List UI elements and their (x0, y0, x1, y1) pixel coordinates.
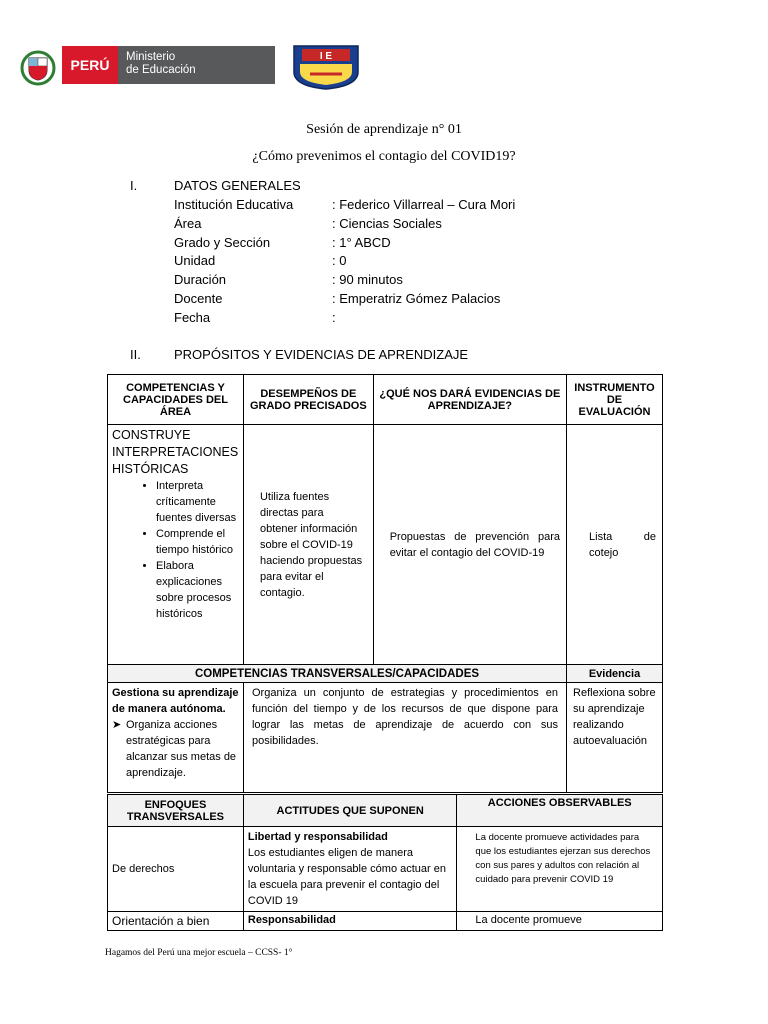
capacity-item: • Elabora explicaciones sobre procesos históricos (156, 558, 239, 622)
capacity-item: • Interpreta críticamente fuentes diversas (156, 478, 239, 526)
enfoque-cell: Orientación a bien (108, 912, 244, 931)
svg-text:I E: I E (319, 51, 333, 62)
instrument-cell: Lista de cotejo (567, 425, 663, 665)
header-competencias: COMPETENCIAS Y CAPACIDADES DEL ÁREA (108, 375, 244, 425)
capacity-item: • Comprende el tiempo histórico (156, 526, 239, 558)
footer-text: Hagamos del Perú una mejor escuela – CCSS- 1° (105, 948, 293, 958)
attitude-title: Libertad y responsabilidad (247, 831, 388, 843)
label-duracion: Duración (174, 272, 227, 287)
transversal-header: COMPETENCIAS TRANSVERSALES/CAPACIDADES (108, 665, 567, 683)
label-institucion: Institución Educativa (174, 197, 294, 212)
header-instrumento: INSTRUMENTO DE EVALUACIÓN (567, 375, 663, 425)
value-area: : Ciencias Sociales (332, 216, 442, 231)
label-area: Área (174, 216, 202, 231)
label-unidad: Unidad (174, 253, 216, 268)
arrow-bullet-icon: ➤ (112, 719, 122, 731)
session-question: ¿Cómo prevenimos el contagio del COVID19? (252, 149, 516, 164)
competence-cell (108, 425, 244, 665)
attitude-text: Los estudiantes eligen de manera voluntaria y responsable cómo actuar en la escuela para prevenir el contagio del COVID 19 (247, 847, 446, 907)
header-evidencias: ¿QUÉ NOS DARÁ EVIDENCIAS DE APRENDIZAJE? (373, 375, 566, 425)
section2-heading: PROPÓSITOS Y EVIDENCIAS DE APRENDIZAJE (174, 347, 469, 362)
action-cell: La docente promueve actividades para que los estudiantes ejerzan sus derechos con sus pares y adultos con relación al cuidado para prevenir COVID 19 (457, 827, 663, 912)
performance-cell: Utiliza fuentes directas para obtener información sobre el COVID-19 haciendo propuestas para evitar el contagio. (243, 425, 373, 665)
header-enfoques: ENFOQUES TRANSVERSALES (108, 795, 244, 827)
transversal-description: Organiza un conjunto de estrategias y procedimientos en función del tiempo y de los recursos de que dispone para lograr las metas de aprendizaje de acuerdo con sus posibilidades. (243, 683, 566, 793)
session-title: Sesión de aprendizaje n° 01 (306, 122, 462, 137)
section1-number: I. (130, 178, 138, 193)
header-acciones: ACCIONES OBSERVABLES (457, 795, 663, 827)
action-cell: La docente promueve (457, 912, 663, 931)
section1-heading: DATOS GENERALES (174, 178, 301, 193)
peru-coat-of-arms-icon (18, 48, 58, 86)
ministry-brand: Ministerio de Educación (118, 46, 275, 84)
value-duracion: : 90 minutos (332, 272, 403, 287)
label-docente: Docente (174, 291, 223, 306)
evidence-cell: Propuestas de prevención para evitar el contagio del COVID-19 (373, 425, 566, 665)
approaches-table (107, 794, 663, 931)
school-logo-icon (290, 44, 362, 90)
enfoque-cell: De derechos (108, 827, 244, 912)
peru-brand: PERÚ (62, 46, 118, 84)
value-grado: : 1° ABCD (332, 235, 391, 250)
competence-title: CONSTRUYE INTERPRETACIONES HISTÓRICAS (112, 428, 239, 476)
value-fecha: : (332, 310, 336, 325)
transversal-capacity-item: ➤ Organiza acciones estratégicas para alcanzar sus metas de aprendizaje. (112, 719, 237, 779)
attitude-title: Responsabilidad (243, 912, 457, 931)
transversal-evidence: Reflexiona sobre su aprendizaje realizando autoevaluación (567, 683, 663, 793)
attitude-cell (243, 827, 457, 912)
label-grado: Grado y Sección (174, 235, 271, 250)
value-unidad: : 0 (332, 253, 347, 268)
value-docente: : Emperatriz Gómez Palacios (332, 291, 501, 306)
value-institucion: : Federico Villarreal – Cura Mori (332, 197, 516, 212)
section2-number: II. (130, 347, 141, 362)
transversal-competence-cell (108, 683, 244, 793)
label-fecha: Fecha (174, 310, 211, 325)
transversal-title: Gestiona su aprendizaje de manera autónoma. (112, 687, 239, 715)
header-desempenos: DESEMPEÑOS DE GRADO PRECISADOS (243, 375, 373, 425)
evidence-header: Evidencia (567, 665, 663, 683)
header-actitudes: ACTITUDES QUE SUPONEN (243, 795, 457, 827)
competencies-table (107, 374, 663, 793)
